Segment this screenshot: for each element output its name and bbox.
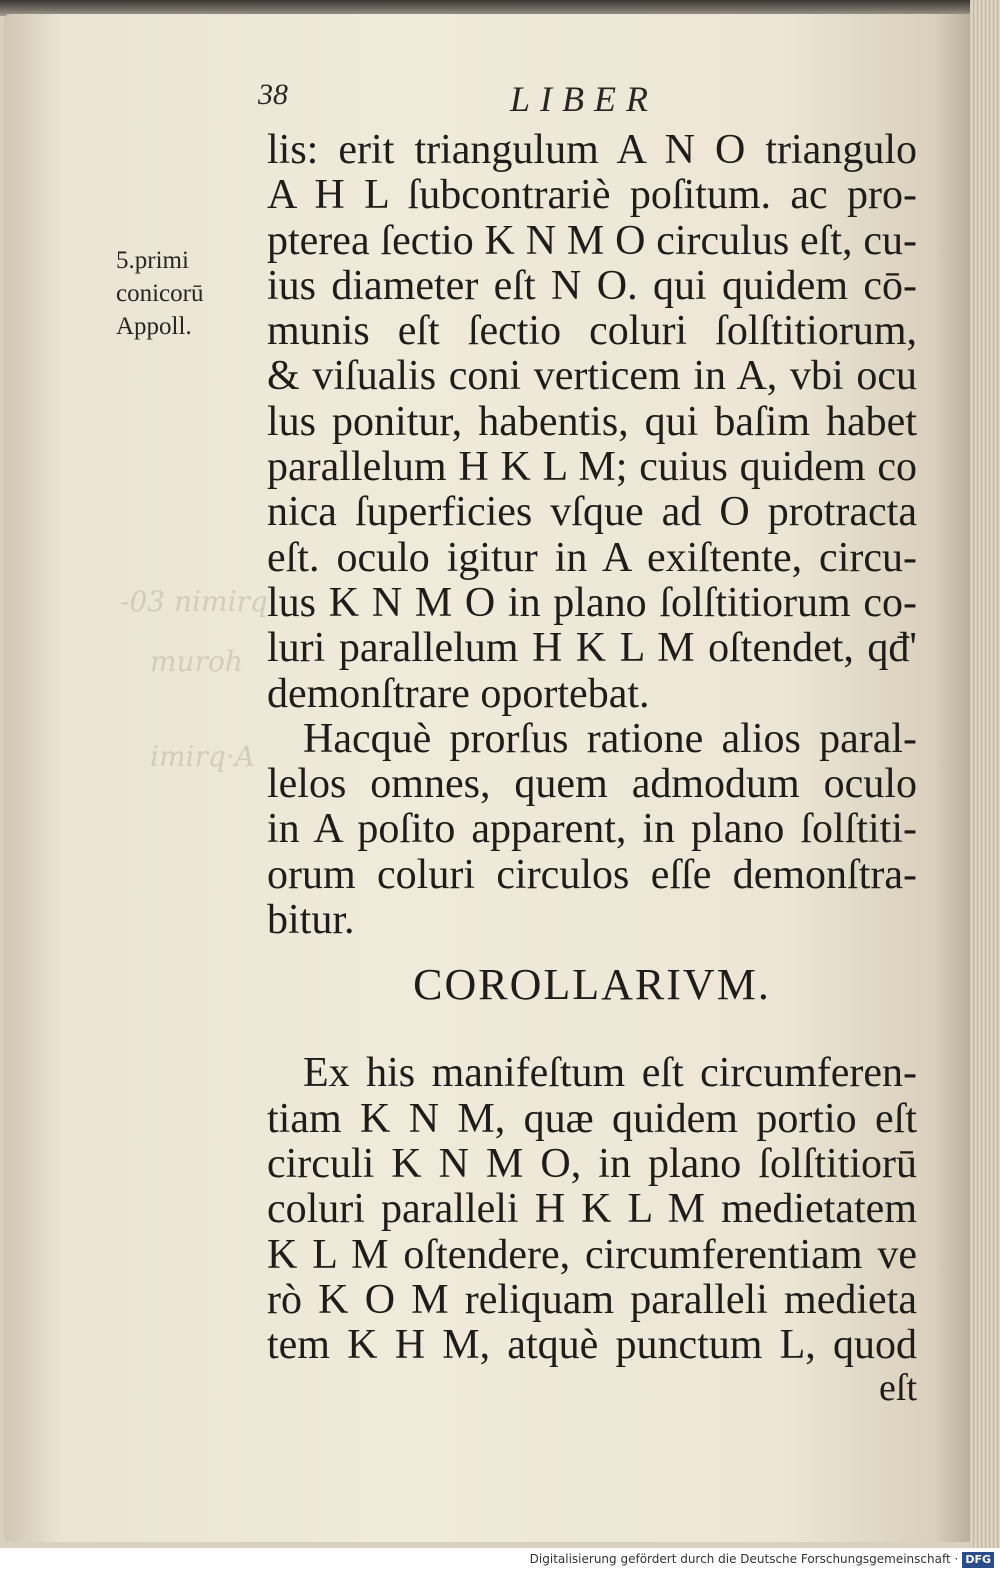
text-line: circuli K N M O, in plano ſolſtitiorū xyxy=(267,1140,917,1187)
text-line: eſt. oculo igitur in A exiſtente, circu- xyxy=(267,534,917,581)
text-line: lus K N M O in plano ſolſtitiorum co- xyxy=(267,579,917,626)
text-line: Hacquè prorſus ratione alios paral- xyxy=(303,715,917,762)
text-line: tiam K N M, quæ quidem portio eſt xyxy=(267,1095,917,1142)
text-line: K L M oſtendere, circumferentiam ve xyxy=(267,1231,917,1278)
text-line: munis eſt ſectio coluri ſolſtitiorum, xyxy=(267,308,917,355)
footer-credit: Digitalisierung gefördert durch die Deutsche Forschungsgemeinschaft · xyxy=(529,1552,959,1566)
page-number: 38 xyxy=(258,78,288,111)
text-line: lis: erit triangulum A N O triangulo xyxy=(267,127,917,173)
section-heading: COROLLARIVM. xyxy=(413,960,771,1010)
dfg-logo: DFG xyxy=(962,1552,994,1568)
marginal-note-line: 5.primi xyxy=(116,247,189,274)
text-line: in A poſito apparent, in plano ſolſtiti- xyxy=(267,806,917,853)
text-line: coluri paralleli H K L M medietatem xyxy=(267,1186,917,1233)
catchword: eſt xyxy=(879,1367,917,1410)
text-line: Ex his manifeſtum eſt circumferen- xyxy=(303,1050,917,1097)
text-line: demonſtrare oportebat. xyxy=(267,670,650,717)
text-line: lus ponitur, habentis, qui baſim habet xyxy=(267,398,917,445)
main-text-block xyxy=(267,128,917,1408)
text-line: nica ſuperficies vſque ad O protracta xyxy=(267,489,917,536)
text-line: luri parallelum H K L M oſtendet, qđ' xyxy=(267,625,917,672)
text-line: A H L ſubcontrariè poſitum. ac pro- xyxy=(267,172,917,219)
text-line: & viſualis coni verticem in A, vbi ocu xyxy=(267,353,917,400)
text-line: ius diameter eſt N O. qui quidem cō- xyxy=(267,262,917,309)
spacer xyxy=(267,1027,917,1051)
text-line: tem K H M, atquè punctum L, quod xyxy=(267,1322,917,1369)
book-page-stack-edge xyxy=(970,0,1000,1548)
text-line: bitur. xyxy=(267,897,355,944)
show-through-decoration: -03 nimirq xyxy=(120,585,268,618)
marginal-note-line: Appoll. xyxy=(116,313,192,340)
text-line: orum coluri circulos eſſe demonſtra- xyxy=(267,851,917,898)
show-through-decoration: muroh xyxy=(150,645,243,678)
marginal-note-line: conicorū xyxy=(116,280,204,307)
text-line: lelos omnes, quem admodum oculo xyxy=(267,761,917,808)
text-line: pterea ſectio K N M O circulus eſt, cu- xyxy=(267,217,917,264)
digitization-footer xyxy=(0,1548,1000,1570)
running-title: LIBER xyxy=(510,79,658,119)
show-through-decoration: imirq·A xyxy=(150,740,255,773)
text-line: parallelum H K L M; cuius quidem co xyxy=(267,444,917,491)
page-header xyxy=(258,78,708,118)
marginal-note xyxy=(116,244,236,343)
text-line: rò K O M reliquam paralleli medieta xyxy=(267,1276,917,1323)
